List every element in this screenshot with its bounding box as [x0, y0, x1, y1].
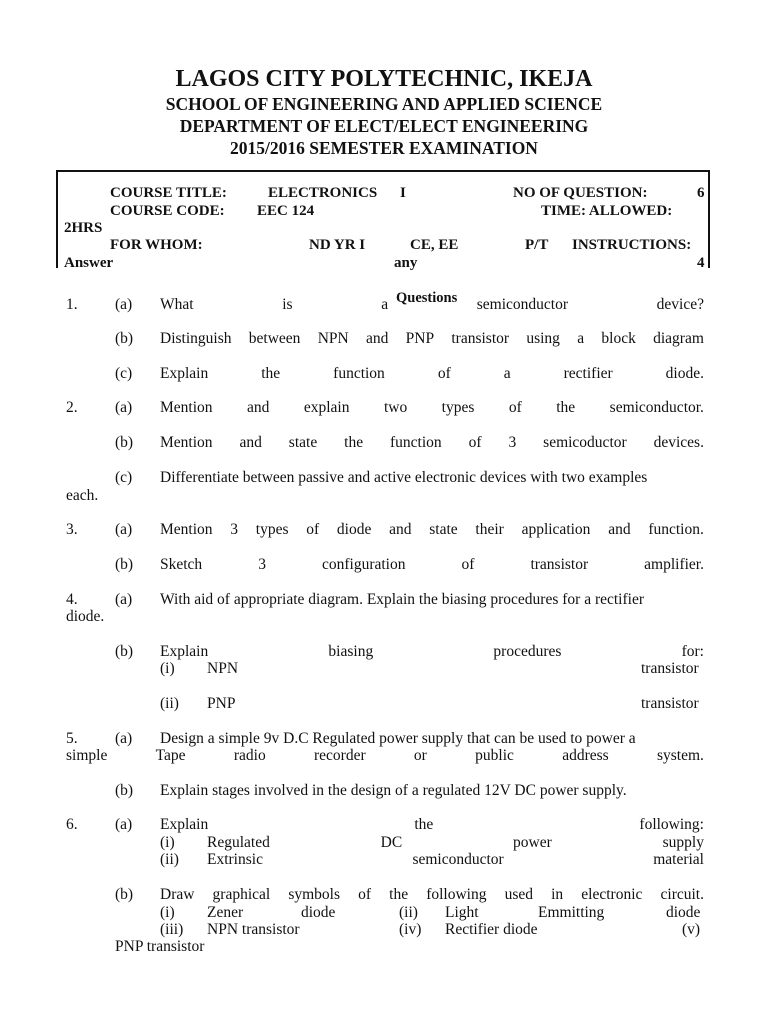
- q2a-text: [160, 399, 704, 417]
- word: semiconductor: [476, 296, 568, 313]
- word: transistor: [530, 556, 589, 573]
- course-code-value: EEC 124: [257, 203, 315, 219]
- q4b-label: (b): [115, 643, 134, 660]
- q1b-label: (b): [115, 330, 134, 347]
- word: or: [413, 747, 427, 764]
- word: is: [282, 296, 293, 313]
- q6a-label: (a): [115, 816, 133, 833]
- q1c-text: [160, 365, 704, 383]
- word: a: [381, 296, 389, 313]
- q6b-i-b: diode: [301, 904, 336, 921]
- q6b-v-a: PNP transistor: [115, 938, 205, 955]
- q6b-ii-c: diode: [666, 904, 701, 921]
- q6a-i-num: (i): [160, 834, 175, 851]
- word: following: [426, 886, 487, 903]
- word: circuit.: [660, 886, 704, 903]
- q4a-text-cont: diode.: [66, 608, 105, 625]
- course-title-label: COURSE TITLE:: [110, 185, 227, 201]
- word: a: [577, 330, 585, 347]
- word: Distinguish: [160, 330, 232, 347]
- word: and: [239, 434, 262, 451]
- q4b-text: [160, 643, 704, 661]
- q5-number: 5.: [66, 730, 78, 747]
- word: diagram: [653, 330, 704, 347]
- q6b-ii-a: Light: [445, 904, 479, 921]
- q6a-ii-num: (ii): [160, 851, 179, 868]
- q6a-text: [160, 816, 704, 834]
- word: the: [414, 816, 434, 833]
- word: and: [247, 399, 270, 416]
- q2b-label: (b): [115, 434, 134, 451]
- word: used: [504, 886, 534, 903]
- q4b-ii-label: PNP: [207, 695, 236, 712]
- for-whom-value: ND YR I: [309, 237, 366, 253]
- word: the: [556, 399, 576, 416]
- word: of: [461, 556, 475, 573]
- time-allowed-value: 2HRS: [64, 220, 103, 236]
- word: using: [526, 330, 560, 347]
- q5b-label: (b): [115, 782, 134, 799]
- q2b-text: [160, 434, 704, 452]
- q6b-i-a: Zener: [207, 904, 244, 921]
- q6b-text: [160, 886, 704, 904]
- q2c-text: Differentiate between passive and active electronic devices with two examples: [160, 469, 648, 486]
- word: for:: [681, 643, 704, 660]
- q3b-text: [160, 556, 704, 574]
- q6b-v-num: (v): [682, 921, 701, 938]
- word: Regulated: [207, 834, 270, 851]
- any-word: any: [394, 255, 418, 271]
- word: a: [503, 365, 511, 382]
- word: of: [437, 365, 451, 382]
- q4-number: 4.: [66, 591, 78, 608]
- word: 3: [508, 434, 517, 451]
- word: Extrinsic: [207, 851, 263, 868]
- word: simple: [66, 747, 108, 764]
- word: and: [608, 521, 631, 538]
- q6-number: 6.: [66, 816, 78, 833]
- word: radio: [233, 747, 266, 764]
- q2c-label: (c): [115, 469, 133, 486]
- word: Explain: [160, 365, 209, 382]
- word: application: [521, 521, 591, 538]
- word: Mention: [160, 434, 213, 451]
- q1-number: 1.: [66, 296, 78, 313]
- word: What: [160, 296, 194, 313]
- word: symbols: [288, 886, 341, 903]
- q5a-text: Design a simple 9v D.C Regulated power supply that can be used to power a: [160, 730, 636, 747]
- q3-number: 3.: [66, 521, 78, 538]
- q2a-label: (a): [115, 399, 133, 416]
- word: address: [562, 747, 609, 764]
- q6b-iv-a: Rectifier diode: [445, 921, 538, 938]
- q1b-text: [160, 330, 704, 348]
- word: configuration: [321, 556, 406, 573]
- questions-word: Questions: [396, 290, 458, 306]
- word: Draw: [160, 886, 195, 903]
- word: types: [255, 521, 289, 538]
- word: amplifier.: [644, 556, 704, 573]
- q5b-text: Explain stages involved in the design of a regulated 12V DC power supply.: [160, 782, 627, 799]
- word: rectifier: [563, 365, 613, 382]
- word: power: [513, 834, 552, 851]
- word: the: [261, 365, 281, 382]
- q3a-label: (a): [115, 521, 133, 538]
- word: recorder: [314, 747, 366, 764]
- word: DC: [380, 834, 403, 851]
- q6b-label: (b): [115, 886, 134, 903]
- course-code-label: COURSE CODE:: [110, 203, 225, 219]
- word: PNP: [405, 330, 435, 347]
- word: state: [429, 521, 458, 538]
- word: function: [390, 434, 442, 451]
- q6b-iii-num: (iii): [160, 921, 184, 938]
- q5a-text-cont: [66, 747, 704, 765]
- for-whom-label: FOR WHOM:: [110, 237, 203, 253]
- word: of: [508, 399, 522, 416]
- q6b-ii-b: Emmitting: [538, 904, 605, 921]
- institution-title: LAGOS CITY POLYTECHNIC, IKEJA: [175, 66, 593, 92]
- word: of: [358, 886, 372, 903]
- no-of-question-label: NO OF QUESTION:: [513, 185, 648, 201]
- word: function.: [648, 521, 704, 538]
- word: and: [389, 521, 412, 538]
- word: the: [389, 886, 409, 903]
- word: devices.: [653, 434, 704, 451]
- word: state: [288, 434, 318, 451]
- word: supply: [662, 834, 704, 851]
- q4b-i-num: (i): [160, 660, 175, 677]
- for-whom-depts: CE, EE: [410, 237, 459, 253]
- word: in: [551, 886, 564, 903]
- q4b-ii-num: (ii): [160, 695, 179, 712]
- word: the: [344, 434, 364, 451]
- time-allowed-label: TIME: ALLOWED:: [541, 203, 673, 219]
- word: 3: [230, 521, 239, 538]
- word: of: [468, 434, 482, 451]
- q3b-label: (b): [115, 556, 134, 573]
- word: Sketch: [160, 556, 203, 573]
- q6b-ii-num: (ii): [399, 904, 418, 921]
- word: system.: [656, 747, 704, 764]
- q3a-text: [160, 521, 704, 539]
- word: NPN: [317, 330, 349, 347]
- word: semiconductor.: [609, 399, 704, 416]
- q5a-label: (a): [115, 730, 133, 747]
- word: device?: [656, 296, 704, 313]
- department-name: DEPARTMENT OF ELECT/ELECT ENGINEERING: [179, 116, 589, 136]
- word: semiconductor: [412, 851, 504, 868]
- word: and: [365, 330, 389, 347]
- course-title-value: ELECTRONICS: [268, 185, 378, 201]
- q1a-text: [160, 296, 704, 314]
- school-name: SCHOOL OF ENGINEERING AND APPLIED SCIENCE: [165, 94, 603, 114]
- word: Tape: [155, 747, 186, 764]
- word: graphical: [212, 886, 271, 903]
- word: between: [248, 330, 301, 347]
- q6a-ii-text: [207, 851, 704, 869]
- q4a-text: With aid of appropriate diagram. Explain the biasing procedures for a rectifier: [160, 591, 644, 608]
- instructions-label: INSTRUCTIONS:: [572, 237, 692, 253]
- word: 3: [258, 556, 266, 573]
- word: procedures: [493, 643, 562, 660]
- word: Mention: [160, 521, 213, 538]
- word: transistor: [451, 330, 510, 347]
- q6b-iv-num: (iv): [399, 921, 422, 938]
- pt-label: P/T: [525, 237, 549, 253]
- word: of: [306, 521, 320, 538]
- word: material: [653, 851, 704, 868]
- word: semicoductor: [543, 434, 627, 451]
- word: Explain: [160, 643, 209, 660]
- word: biasing: [328, 643, 374, 660]
- word: Explain: [160, 816, 209, 833]
- q4b-i-value: transistor: [641, 660, 699, 677]
- word: explain: [303, 399, 350, 416]
- q4a-label: (a): [115, 591, 133, 608]
- q1a-label: (a): [115, 296, 133, 313]
- word: two: [383, 399, 408, 416]
- q6b-i-num: (i): [160, 904, 175, 921]
- word: public: [475, 747, 514, 764]
- word: block: [601, 330, 636, 347]
- no-of-question-value: 6: [697, 185, 705, 201]
- word: following:: [639, 816, 704, 833]
- q1c-label: (c): [115, 365, 133, 382]
- word: electronic: [581, 886, 643, 903]
- exam-title: 2015/2016 SEMESTER EXAMINATION: [230, 138, 538, 158]
- word: diode: [336, 521, 372, 538]
- q6a-i-text: [207, 834, 704, 852]
- word: function: [333, 365, 385, 382]
- word: Mention: [160, 399, 213, 416]
- word: types: [441, 399, 475, 416]
- word: their: [475, 521, 504, 538]
- q6b-iii-a: NPN transistor: [207, 921, 300, 938]
- q4b-i-label: NPN: [207, 660, 239, 677]
- course-title-num: I: [400, 185, 406, 201]
- q2c-text-cont: each.: [66, 487, 99, 504]
- word: diode.: [665, 365, 704, 382]
- four-word: 4: [697, 255, 705, 271]
- q4b-ii-value: transistor: [641, 695, 699, 712]
- q2-number: 2.: [66, 399, 78, 416]
- answer-word: Answer: [64, 255, 114, 271]
